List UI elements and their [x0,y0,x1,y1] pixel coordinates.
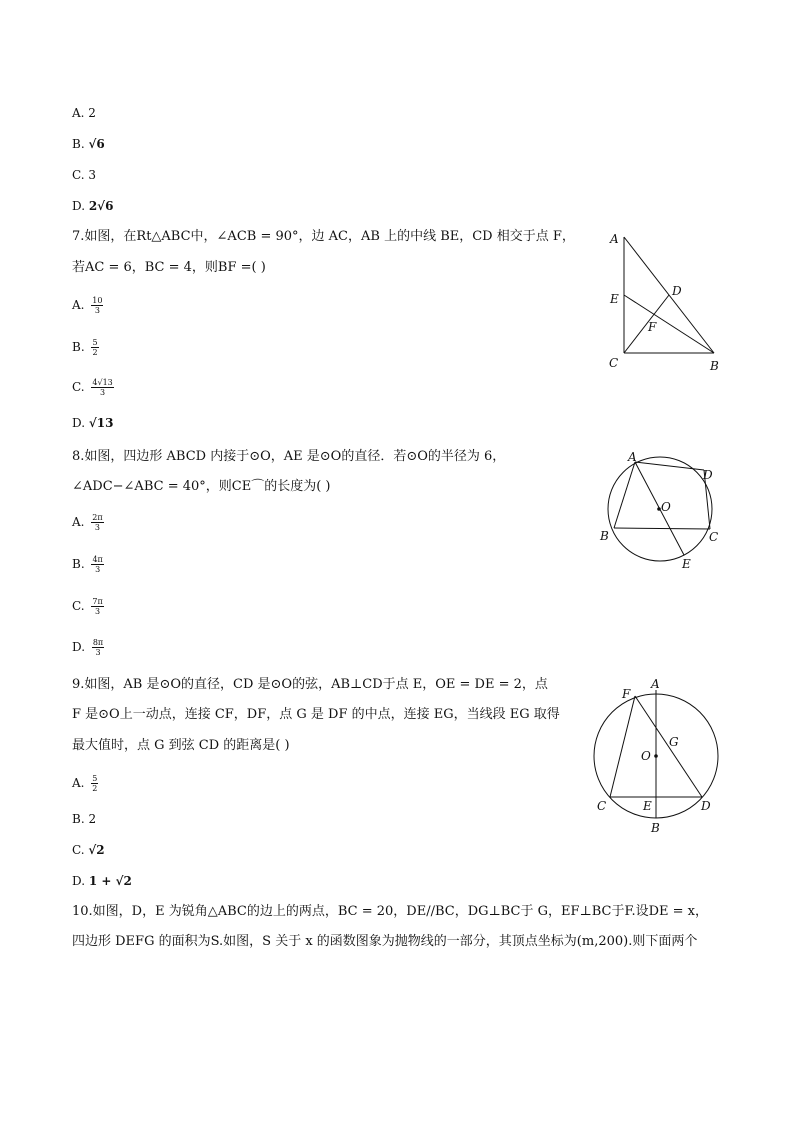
q9-fig-label-f: F [622,687,631,701]
q7-option-d [72,414,113,432]
q8-option-c [72,597,104,616]
q7-fig-label-d: D [672,284,682,298]
fraction-denominator: 3 [100,388,106,397]
q6-option-a: A. 2 [72,106,96,120]
q9-option-d-label: D. [72,874,89,888]
q7-fig-label-f: F [648,320,657,334]
q9-option-b: B. 2 [72,812,97,826]
q8-option-b-label: B. [72,557,89,571]
q8-option-a-label: A. [72,515,89,529]
q8-fig-label-c: C [709,530,719,544]
q7-stem-line2: 若AC = 6，BC = 4，则BF =( ) [72,260,266,275]
fraction-denominator: 3 [95,565,101,574]
fraction-denominator: 2 [92,348,98,357]
fraction-numerator: 7π [92,597,103,606]
q7-fig-label-e: E [610,292,619,306]
q10-stem-line2: 四边形 DEFG 的面积为S.如图，S 关于 x 的函数图象为抛物线的一部分，其顶点坐标为(m,200).则下面两个 [72,934,698,949]
q9-fig-label-o: O [641,749,651,763]
q7-option-a-fraction [91,296,103,315]
q6-option-b-value: √6 [88,137,105,151]
fraction-denominator: 3 [95,648,101,657]
q8-option-d-label: D. [72,640,89,654]
q6-option-d-value: 2√6 [88,199,114,213]
q8-option-d-fraction [92,638,104,657]
fraction-numerator: 2π [92,513,103,522]
q9-option-a [72,774,98,793]
q9-fig-label-b: B [651,821,660,835]
fraction-numerator: 5 [92,338,98,347]
q9-fig-label-g: G [669,735,679,749]
q6-option-d-label: D. [72,199,89,213]
q9-fig-label-e: E [643,799,652,813]
q9-option-c [72,841,105,859]
q9-stem-line1: 9.如图，AB 是⊙O的直径，CD 是⊙O的弦，AB⊥CD于点 E，OE = DE = 2，点 [72,677,548,692]
q9-option-d-value: 1 + √2 [88,874,132,888]
q8-option-c-fraction [91,597,103,616]
q8-figure-circle [595,447,730,577]
fraction-numerator: 4π [92,555,103,564]
q8-stem-line1: 8.如图，四边形 ABCD 内接于⊙O，AE 是⊙O的直径．若⊙O的半径为 6， [72,449,506,464]
q9-figure-circle [588,676,728,836]
q7-fig-label-a: A [610,232,619,246]
q7-option-c [72,378,114,397]
fraction-denominator: 2 [92,784,98,793]
q7-option-d-value: √13 [88,416,114,430]
q7-option-b [72,338,99,357]
q9-stem-line2: F 是⊙O上一动点，连接 CF，DF，点 G 是 DF 的中点，连接 EG，当线段 EG 取得 [72,707,560,722]
q7-fig-label-c: C [609,356,619,370]
q8-fig-label-d: D [703,468,713,482]
q7-option-d-label: D. [72,416,89,430]
q8-fig-label-b: B [600,529,609,543]
q9-fig-label-a: A [651,677,660,691]
q7-figure-triangle [600,225,730,375]
q8-option-a [72,513,104,532]
q7-fig-label-b: B [710,359,719,373]
q8-stem-line2: ∠ADC−∠ABC = 40°，则CE⌒的长度为( ) [72,479,331,494]
q9-option-c-label: C. [72,843,89,857]
q7-option-c-label: C. [72,380,89,394]
fraction-denominator: 3 [94,306,100,315]
q8-fig-label-e: E [682,557,691,571]
q7-stem-line1: 7.如图，在Rt△ABC中，∠ACB = 90°，边 AC，AB 上的中线 BE，CD 相交于点 F， [72,229,575,244]
q9-option-a-fraction [91,774,98,793]
fraction-numerator: 5 [92,774,98,783]
fraction-numerator: 8π [92,638,104,647]
fraction-numerator: 4√13 [92,378,113,387]
q7-option-c-fraction [91,378,113,397]
q7-option-a [72,296,103,315]
q8-option-c-label: C. [72,599,89,613]
q6-option-d [72,197,113,215]
q8-option-b-fraction [91,555,103,574]
q9-center-point [654,754,658,758]
q7-option-b-fraction [91,338,98,357]
fraction-denominator: 3 [94,523,101,532]
fraction-numerator: 10 [92,296,103,305]
q10-stem-line1: 10.如图，D，E 为锐角△ABC的边上的两点，BC = 20，DE//BC，DG⊥BC于 G，EF⊥BC于F.设DE = x， [72,904,708,919]
q6-option-b-label: B. [72,137,89,151]
q9-fig-label-d: D [701,799,711,813]
q6-option-c: C. 3 [72,168,97,182]
q8-fig-label-o: O [661,500,671,514]
q9-fig-label-c: C [597,799,607,813]
q9-option-a-label: A. [72,776,89,790]
q7-option-a-label: A. [72,298,89,312]
q8-option-d [72,638,104,657]
q8-option-a-fraction [91,513,103,532]
q8-option-b [72,555,104,574]
q6-option-b [72,135,105,153]
q9-stem-line3: 最大值时，点 G 到弦 CD 的距离是( ) [72,738,290,753]
q9-option-d [72,872,132,890]
fraction-denominator: 3 [95,607,101,616]
q7-option-b-label: B. [72,340,89,354]
q9-option-c-value: √2 [88,843,105,857]
q8-fig-label-a: A [628,450,637,464]
